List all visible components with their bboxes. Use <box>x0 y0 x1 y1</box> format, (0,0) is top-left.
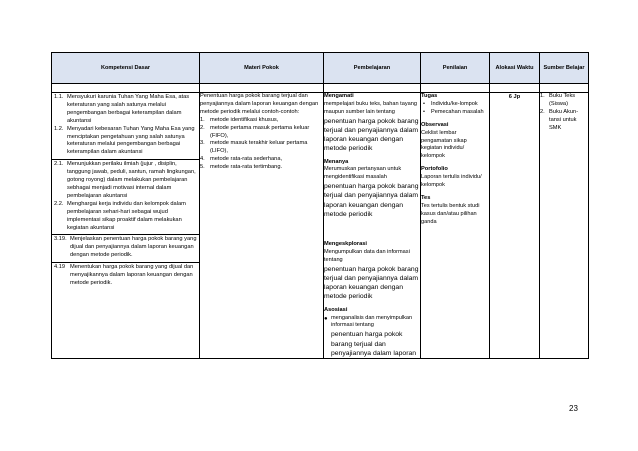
kd-text: Menentukan harga pokok barang yang dijual dan menyajikannya dalam laporan keuangan dengan metode periodik. <box>70 264 194 286</box>
kd-item <box>54 264 197 288</box>
pb-bullet-item <box>324 315 420 358</box>
pb-text-large: penentuan harga pokok barang terjual dan penyajiannya dalam laporan keuangan dengan metode periodik <box>324 183 419 218</box>
kompetensi-dasar-cell <box>52 93 200 359</box>
mp-list-item <box>200 156 323 164</box>
kd-item <box>54 161 197 201</box>
kd-text: Mensyukuri karunia Tuhan Yang Maha Esa, atas keteraturan yang salah satunya melalui pengembangan berbagai keterampilan dalam akuntansi <box>67 94 190 124</box>
kd-text: Menunjukkan perilaku ilmiah (jujur , disiplin, tanggung jawab, peduli, santun, ramah lingkungan, gotong royong) dalam melakukan pembelajaran sebhagai menjadi motivasi internal dalam pembelajaran akuntansi <box>67 161 196 199</box>
header-alokasi-waktu: Alokasi Waktu <box>490 53 540 84</box>
mp-text: metode rata-rata sederhana, <box>210 156 283 163</box>
pb-heading-menanya: Menanya <box>324 158 349 165</box>
header-penilaian: Penilaian <box>421 53 490 84</box>
pb-text: mempelajari buku teks, bahan tayang maupun sumber lain tentang <box>324 100 417 115</box>
kd-block-sosial <box>52 159 199 234</box>
mp-number: 4. <box>200 156 205 163</box>
mp-text: metode pertama masuk pertama keluar (FIFO), <box>210 124 310 139</box>
pb-text: menganalisis dan menyimpulkan informasi tentang <box>331 314 413 329</box>
pn-heading-portofolio: Portofolio <box>421 166 448 173</box>
pb-heading-asosiasi: Asosiasi <box>324 306 348 313</box>
pn-heading-observasi: Observasi <box>421 121 449 128</box>
content-row <box>52 93 589 359</box>
pembelajaran-cell <box>324 93 421 359</box>
mp-number: 1. <box>200 116 205 123</box>
pn-bullet-item <box>421 109 489 117</box>
bullet-icon: ● <box>324 315 328 322</box>
sumber-belajar-cell <box>540 93 589 359</box>
pn-heading-tes: Tes <box>421 194 431 201</box>
mp-number: 3. <box>200 140 205 147</box>
kd-number: 4.19 <box>54 264 66 271</box>
page-number: 23 <box>569 404 578 413</box>
sb-number: 2. <box>540 108 545 115</box>
mp-list-item <box>200 140 323 156</box>
header-row <box>52 53 589 84</box>
pn-text: Pemecahan masalah <box>431 108 484 115</box>
kd-number: 1.2. <box>54 125 64 132</box>
kd-text: Menjelaskan penentuan harga pokok barang yang dijual dan penyajiannya dalam laporan keuangan dengan metode periodik. <box>70 236 197 259</box>
mp-number: 5. <box>200 164 205 171</box>
mp-text: metode masuk terakhir keluar pertama (LIFO), <box>210 140 308 155</box>
pb-text: Mengumpulkan data dan informasi tentang <box>324 248 410 263</box>
bullet-icon: • <box>423 108 425 115</box>
header-materi-pokok: Materi Pokok <box>200 53 324 84</box>
kd-block-spiritual <box>52 93 199 159</box>
sb-list-item <box>540 93 588 109</box>
mp-list-item <box>200 117 323 125</box>
pb-text-large: penentuan harga pokok barang terjual dan penyajiannya dalam laporan <box>331 331 417 357</box>
mp-list-item <box>200 125 323 141</box>
kd-block-keterampilan <box>52 262 199 290</box>
mp-number: 2. <box>200 124 205 131</box>
pb-heading-mengamati: Mengamati <box>324 93 354 99</box>
pn-heading-tugas: Tugas <box>421 93 438 99</box>
pn-text: Individu/ke-lompok <box>431 100 478 107</box>
header-sumber-belajar: Sumber Belajar <box>540 53 589 84</box>
kd-number: 2.1. <box>54 161 64 168</box>
penilaian-cell <box>421 93 490 359</box>
kd-number: 3.19. <box>54 236 67 243</box>
pn-text: Ceklist lembar pengamatan sikap kegiatan individu/ kelompok <box>421 129 467 160</box>
pn-text: Laporan tertulis individu/ kelompok <box>421 174 482 189</box>
pb-heading-eksplorasi: Mengeskplorasi <box>324 241 367 248</box>
header-pembelajaran: Pembelajaran <box>324 53 421 84</box>
pb-text-large: penentuan harga pokok barang terjual dan penyajiannya dalam laporan keuangan dengan metode periodik <box>324 265 419 301</box>
kd-block-pengetahuan <box>52 234 199 262</box>
kd-item <box>54 126 197 158</box>
mp-text: metode identifikasi khusus, <box>210 116 279 123</box>
mp-intro: Penentuan harga pokok barang terjual dan penyajiannya dalam laporan keuangan dengan metode periodik melalui contoh-contoh: <box>200 93 319 115</box>
sb-text: Buku Akun-tansi untuk SMK <box>549 108 579 131</box>
kd-number: 2.2. <box>54 200 64 207</box>
sb-number: 1. <box>540 93 545 99</box>
materi-pokok-cell <box>200 93 324 359</box>
alokasi-waktu-cell: 6 Jp <box>490 93 540 359</box>
kd-item <box>54 94 197 126</box>
pb-text-large: penentuan harga pokok barang terjual dan penyajiannya dalam laporan keuangan dengan metode periodik <box>324 117 419 153</box>
pn-bullet-item <box>421 101 489 109</box>
kd-text: Menghargai kerja individu dan kelompok dalam pembelajaran sehari-hari sebagai wujud implementasi sikap proaktif dalam melakukan kegiatan akuntansi <box>67 200 186 231</box>
kd-number: 1.1. <box>54 94 64 100</box>
kd-text: Menyadari kebesaran Tuhan Yang Maha Esa yang menciptakan pengetahuan yang salah satunya keteraturan melalui pengembangan berbagai keterampilan dalam akuntansi <box>67 125 195 156</box>
empty-row <box>52 84 589 93</box>
sb-list-item <box>540 109 588 133</box>
bullet-icon: • <box>423 100 425 107</box>
pb-text: Merumuskan pertanyaan untuk mengidentifikasi masalah <box>324 166 402 181</box>
sb-text: Buku Teks (Siswa) <box>549 93 576 107</box>
header-kompetensi-dasar: Kompetensi Dasar <box>52 53 200 84</box>
kd-item <box>54 201 197 233</box>
mp-list-item <box>200 164 323 172</box>
syllabus-table <box>51 52 589 359</box>
pn-text: Tes tertulis bentuk studi kasus dan/atau pilihan ganda <box>421 202 480 225</box>
kd-item <box>54 236 197 260</box>
mp-text: metode rata-rata tertimbang. <box>210 164 283 171</box>
